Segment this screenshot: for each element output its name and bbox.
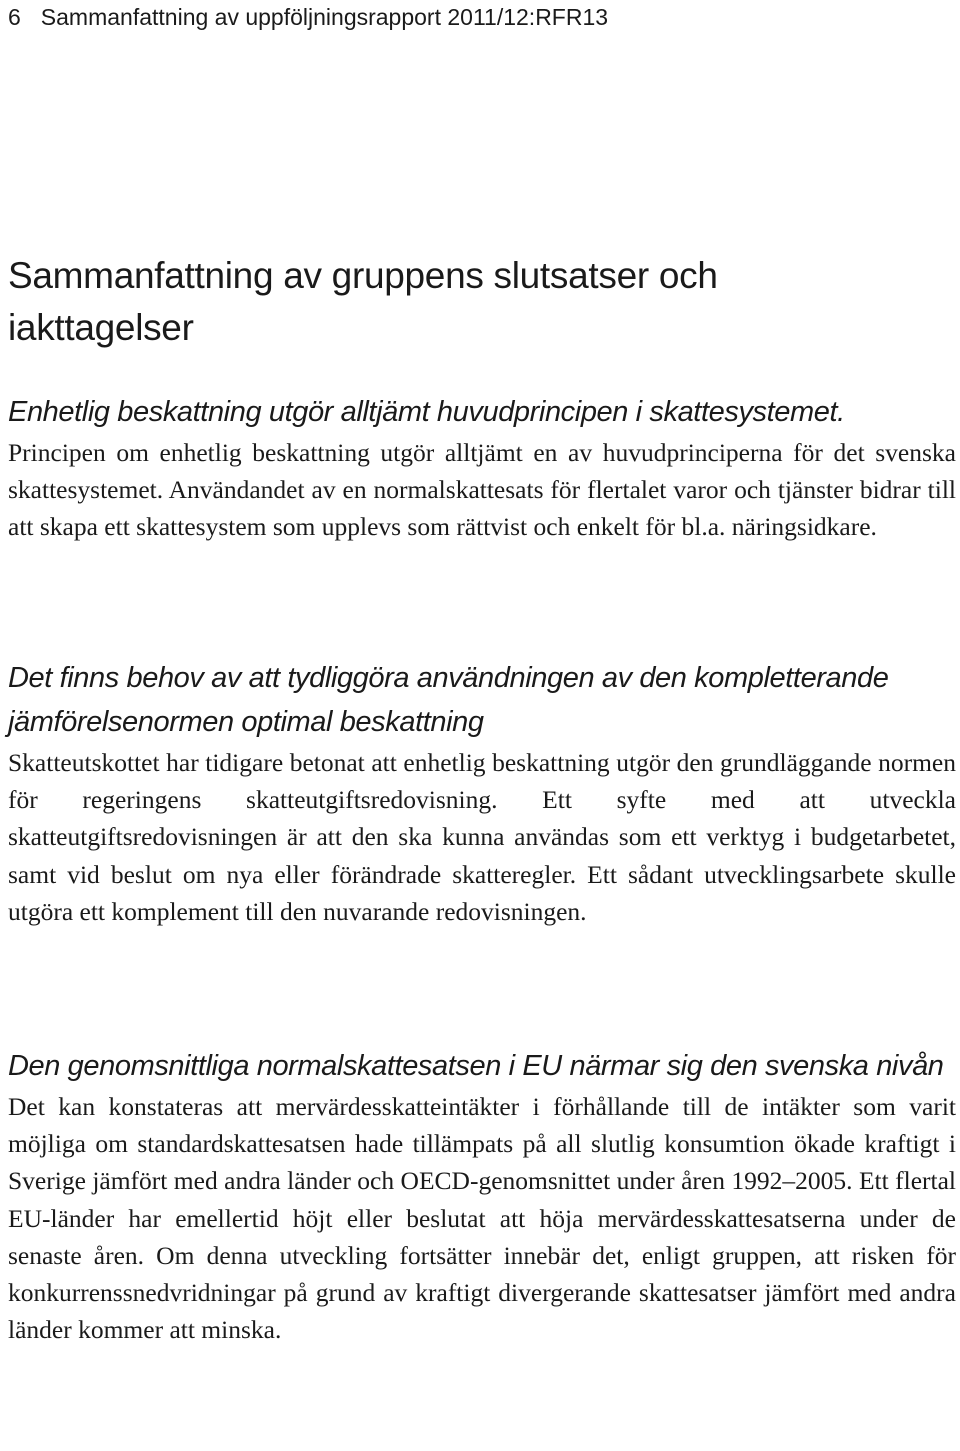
page-number: 6 <box>8 4 21 30</box>
section-title: Sammanfattning av gruppens slutsatser och iakttagelser <box>8 255 718 348</box>
body-paragraph: Det kan konstateras att mervärdesskatteintäkter i förhållande till de intäkter som varit möjliga om standardskattesatsen hade tillämpats på all slutlig konsumtion ökade kraftigt i Sverige jämfört med andra länder och OECD-genomsnittet under åren 1992–2005. Ett flertal EU-länder har emellertid höjt eller beslutat att höja mervärdesskattesatserna under de senaste åren. Om denna utveckling fortsätter innebär det, enligt gruppen, att risken för konkurrenssnedvridningar på grund av kraftigt divergerande skattesatser jämfört med andra länder kommer att minska. <box>8 1092 956 1345</box>
running-title: Sammanfattning av uppföljningsrapport 2011/12:RFR13 <box>40 4 609 30</box>
body-paragraph: Principen om enhetlig beskattning utgör alltjämt en av huvudprinciperna för det svenska skattesystemet. Användandet av en normalskattesats för flertalet varor och tjänster bidrar till att skapa ett skattesystem som upplevs som rättvist och enkelt för bl.a. näringsidkare. <box>8 438 956 542</box>
subheading: Det finns behov av att tydliggöra användningen av den kompletterande jämförelsenormen optimal beskattning <box>8 662 889 738</box>
running-header <box>8 2 608 32</box>
body-paragraph: Skatteutskottet har tidigare betonat att enhetlig beskattning utgör den grundläggande normen för regeringens skatteutgiftsredovisning. Ett syfte med att utveckla skatteutgiftsredovisningen är att den ska kunna användas som ett verktyg i budgetarbetet, samt vid beslut om nya eller förändrade skatteregler. Ett sådant utvecklingsarbete skulle utgöra ett komplement till den nuvarande redovisningen. <box>8 748 956 926</box>
subheading: Enhetlig beskattning utgör alltjämt huvudprincipen i skattesystemet. <box>8 396 845 428</box>
section-block-optimal-taxation <box>8 656 956 930</box>
section-block-eu-rate <box>8 1044 956 1348</box>
section-block-uniform-taxation <box>8 390 956 546</box>
subheading: Den genomsnittliga normalskattesatsen i EU närmar sig den svenska nivån <box>8 1050 944 1082</box>
